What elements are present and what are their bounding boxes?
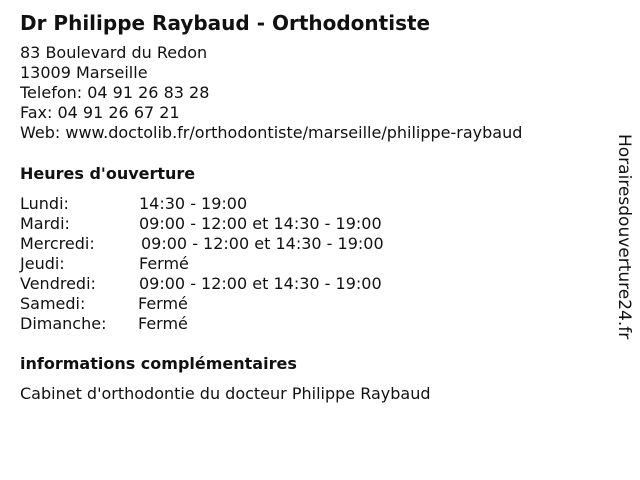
contact-details [20, 43, 522, 143]
day-label: Samedi: [20, 294, 86, 313]
fax-number: Fax: 04 91 26 67 21 [20, 103, 180, 122]
day-hours: Fermé [139, 254, 189, 273]
city-address: 13009 Marseille [20, 63, 148, 82]
watermark-text: Horairesdouverture24.fr [614, 134, 634, 340]
hours-row-vendredi [20, 274, 384, 294]
info-heading: informations complémentaires [20, 354, 297, 373]
day-hours: 14:30 - 19:00 [139, 194, 248, 213]
info-text: Cabinet d'orthodontie du docteur Philippe Raybaud [20, 384, 431, 403]
hours-row-lundi [20, 194, 384, 214]
day-label: Jeudi: [20, 254, 65, 273]
day-hours: Fermé [138, 314, 188, 333]
day-label: Mercredi: [20, 234, 95, 253]
hours-row-mardi [20, 214, 384, 234]
page-title: Dr Philippe Raybaud - Orthodontiste [20, 11, 431, 35]
day-hours: 09:00 - 12:00 et 14:30 - 19:00 [139, 274, 382, 293]
day-hours: 09:00 - 12:00 et 14:30 - 19:00 [141, 234, 384, 253]
day-hours: Fermé [138, 294, 188, 313]
day-label: Lundi: [20, 194, 69, 213]
day-label: Vendredi: [20, 274, 96, 293]
watermark [612, 134, 636, 370]
hours-list [20, 194, 384, 334]
hours-heading: Heures d'ouverture [20, 164, 196, 183]
street-address: 83 Boulevard du Redon [20, 43, 208, 62]
day-label: Dimanche: [20, 314, 107, 333]
website-link[interactable]: Web: www.doctolib.fr/orthodontiste/marseille/philippe-raybaud [20, 123, 523, 142]
hours-row-dimanche [20, 314, 384, 334]
hours-row-samedi [20, 294, 384, 314]
hours-row-mercredi [20, 234, 384, 254]
phone-number: Telefon: 04 91 26 83 28 [20, 83, 210, 102]
hours-row-jeudi [20, 254, 384, 274]
day-hours: 09:00 - 12:00 et 14:30 - 19:00 [139, 214, 382, 233]
day-label: Mardi: [20, 214, 70, 233]
